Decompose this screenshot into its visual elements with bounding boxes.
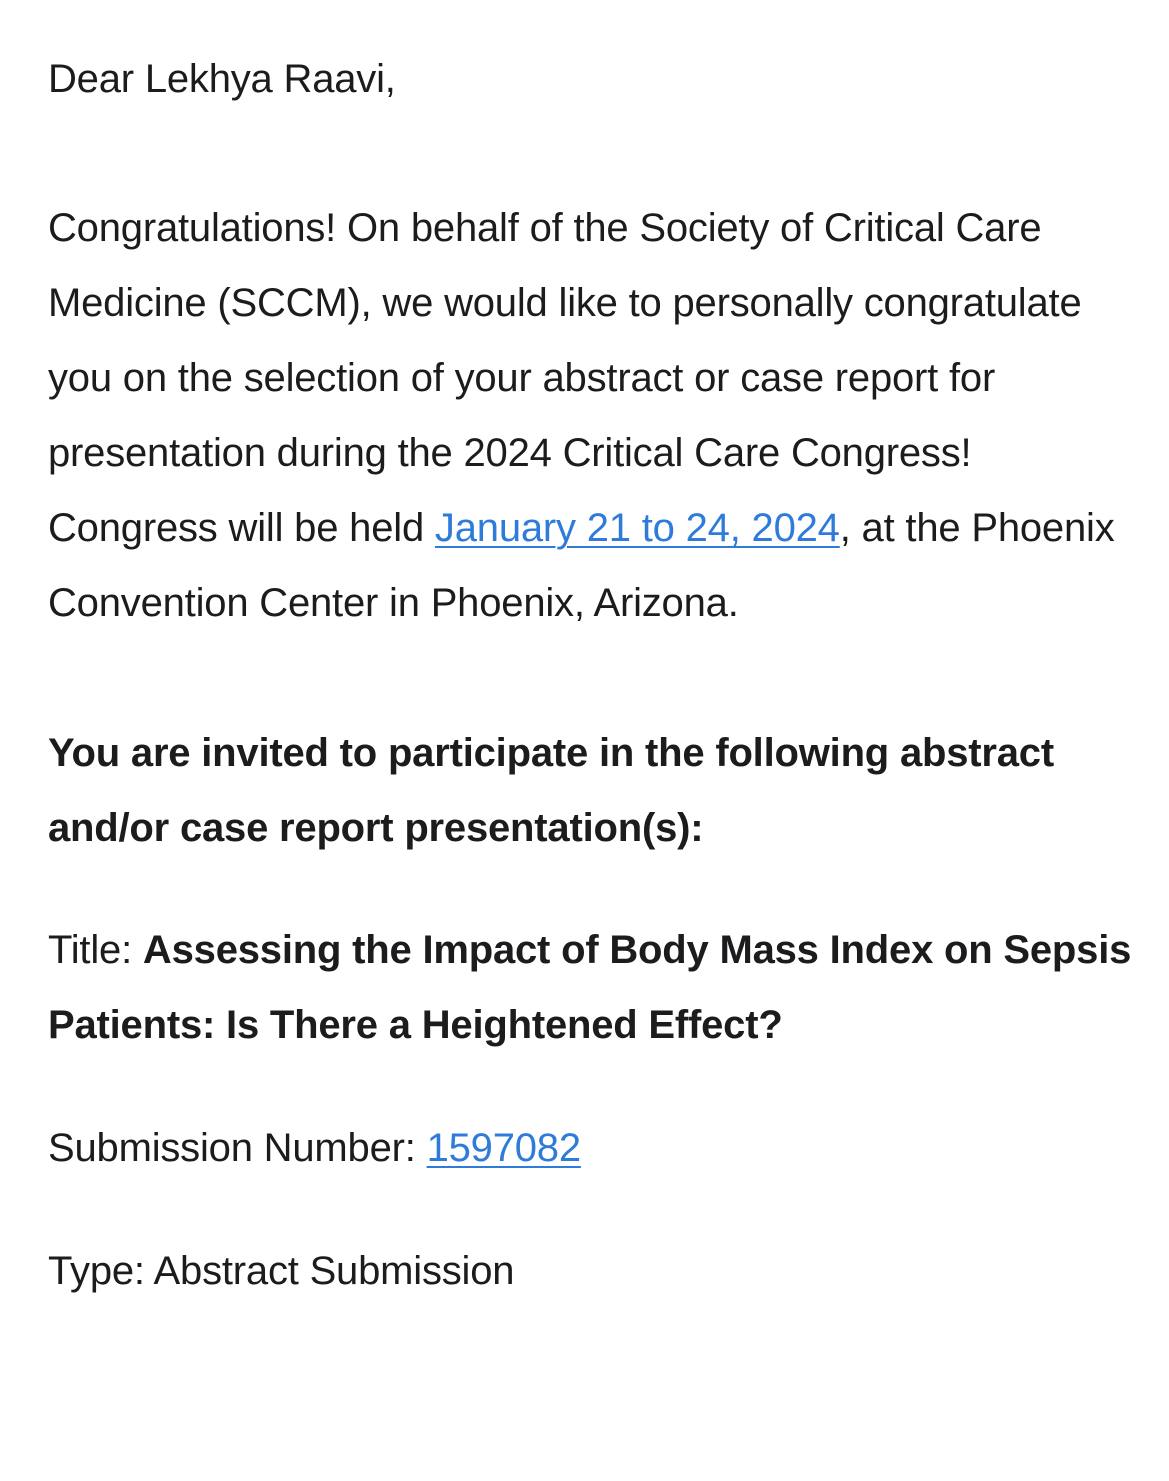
- title-line: [48, 913, 1138, 1063]
- type-line: Type: Abstract Submission: [48, 1249, 515, 1293]
- title-label: Title:: [48, 928, 143, 972]
- invitation-heading: You are invited to participate in the following abstract and/or case report presentation(s):: [48, 731, 1054, 850]
- venue-text: , at the Phoenix Convention Center in Phoenix, Arizona.: [48, 506, 1115, 625]
- presentation-title: Assessing the Impact of Body Mass Index on Sepsis Patients: Is There a Heightened Effect?: [48, 928, 1132, 1047]
- event-date-link[interactable]: January 21 to 24, 2024: [434, 506, 840, 550]
- submission-number-link[interactable]: 1597082: [426, 1126, 581, 1170]
- submission-line: [48, 1111, 1138, 1186]
- submission-label: Submission Number:: [48, 1126, 427, 1170]
- greeting: Dear Lekhya Raavi,: [48, 57, 396, 101]
- congratulations-text: Congratulations! On behalf of the Society of Critical Care Medicine (SCCM), we would like to personally congratulate you on the selection of your abstract or case report for presentation during the 2024 Critical Care Congress! Congress will be held: [48, 206, 1082, 550]
- email-body: [48, 42, 1138, 1309]
- congratulations-paragraph: [48, 191, 1138, 641]
